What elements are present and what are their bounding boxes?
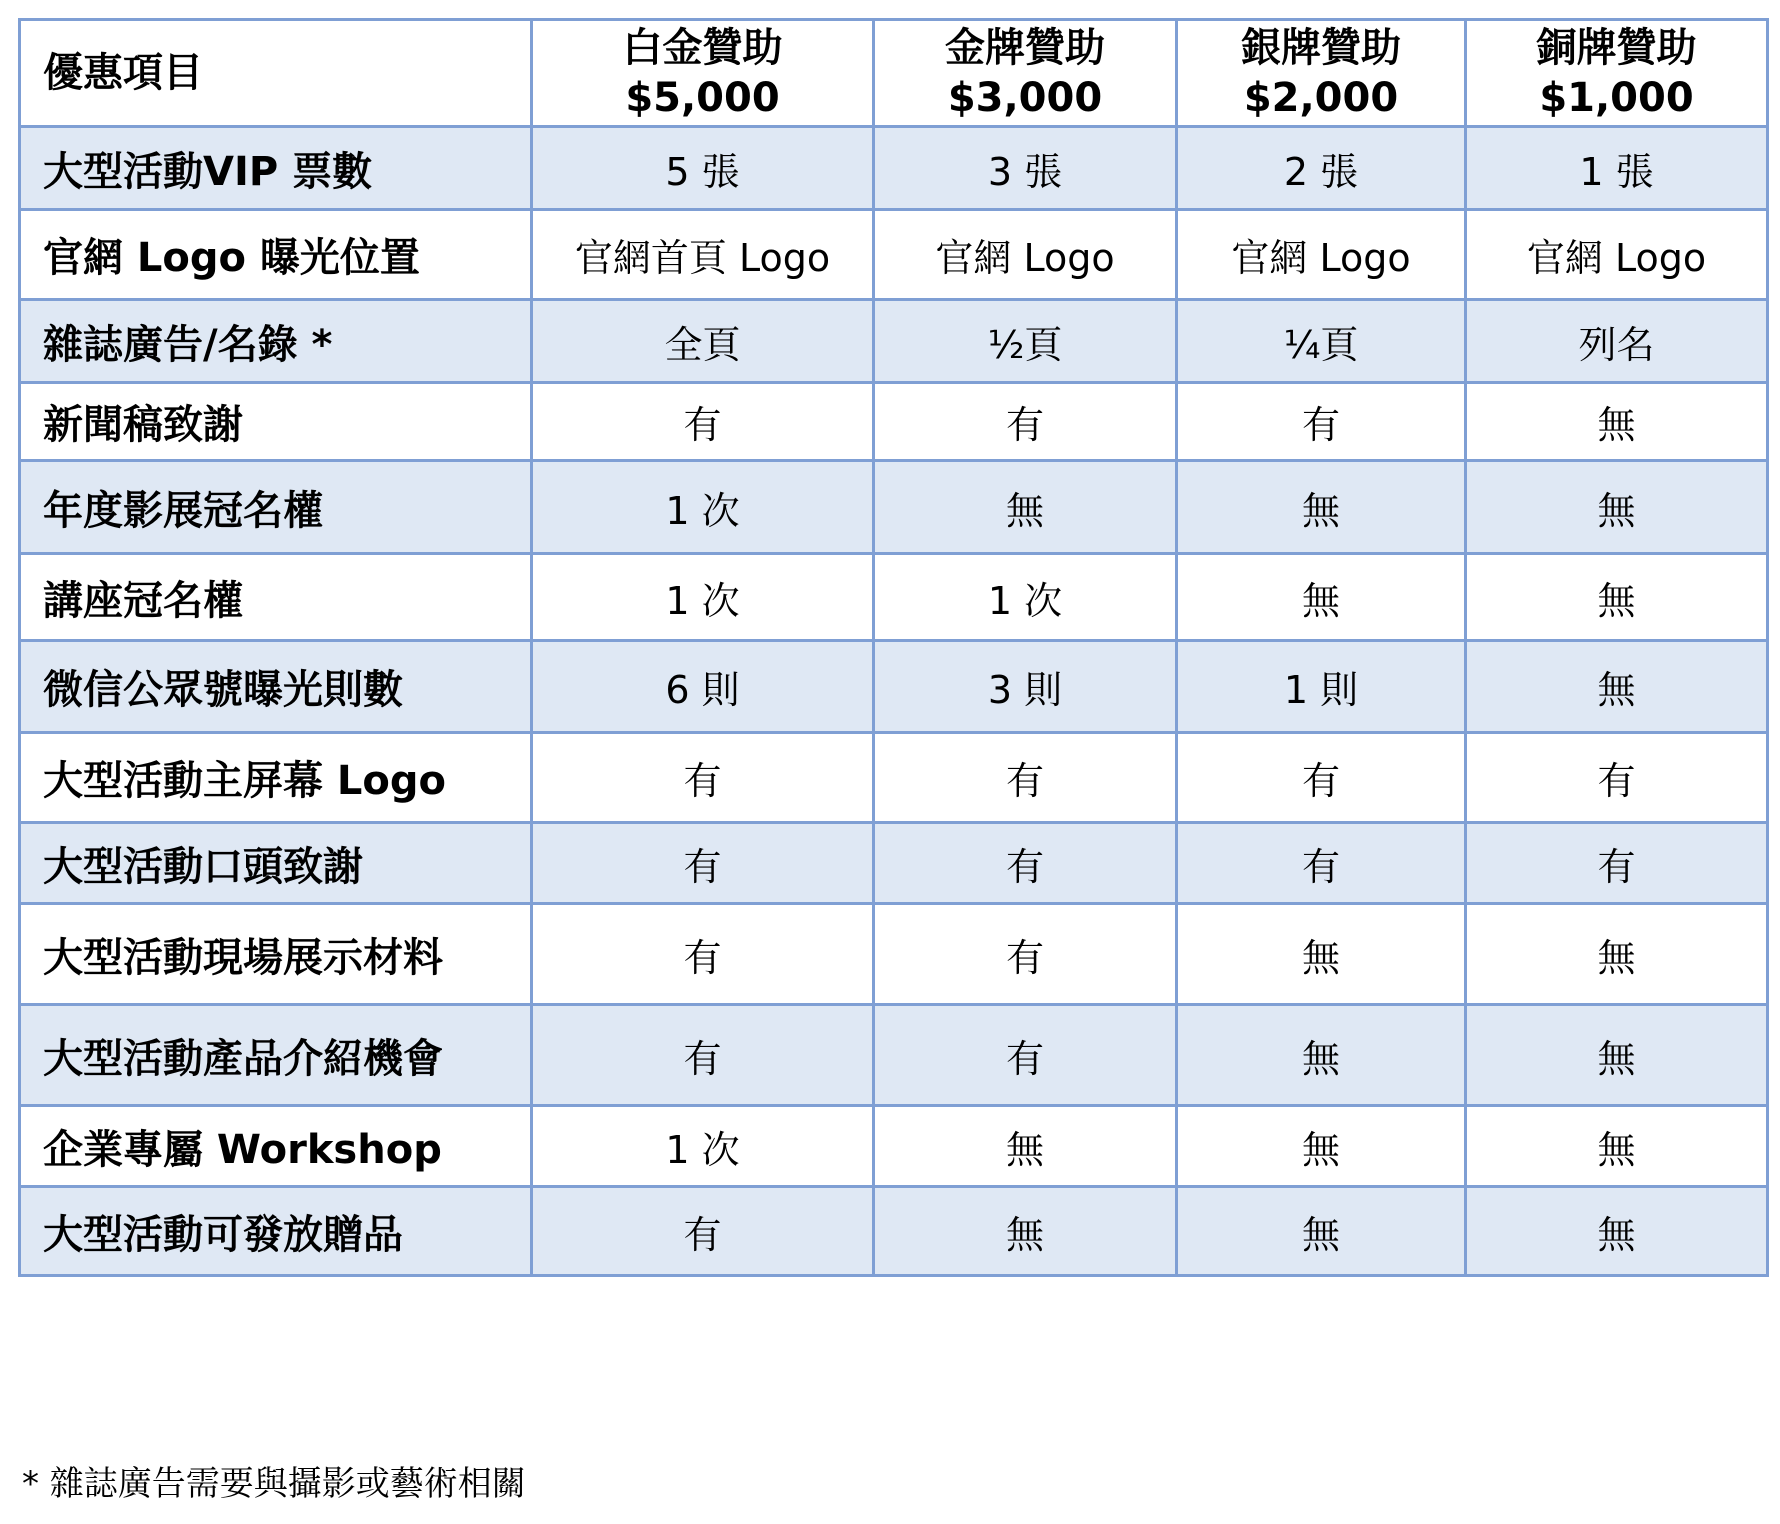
cell-bronze: 無 (1466, 1187, 1768, 1276)
cell-silver: 1 則 (1177, 641, 1466, 733)
cell-platinum: 6 則 (532, 641, 874, 733)
cell-silver: 無 (1177, 1187, 1466, 1276)
cell-platinum: 1 次 (532, 1106, 874, 1187)
row-label: 大型活動主屏幕 Logo (20, 733, 532, 823)
tier-price: $1,000 (1539, 75, 1694, 121)
table-row (20, 383, 1768, 461)
cell-silver: 無 (1177, 1106, 1466, 1187)
cell-gold: 1 次 (874, 554, 1177, 641)
cell-bronze: 無 (1466, 641, 1768, 733)
cell-silver: 有 (1177, 383, 1466, 461)
tier-name: 銅牌贊助 (1536, 25, 1697, 71)
cell-bronze: 有 (1466, 823, 1768, 904)
row-label: 大型活動產品介紹機會 (20, 1005, 532, 1106)
tier-price: $3,000 (947, 75, 1103, 121)
table-row (20, 210, 1768, 300)
cell-gold: 有 (874, 383, 1177, 461)
row-label: 大型活動VIP 票數 (20, 127, 532, 210)
table-row (20, 1187, 1768, 1276)
table-row (20, 823, 1768, 904)
cell-silver: 有 (1177, 823, 1466, 904)
cell-gold: 有 (874, 904, 1177, 1005)
cell-bronze: 無 (1466, 1005, 1768, 1106)
cell-silver: 官網 Logo (1177, 210, 1466, 300)
row-label: 大型活動可發放贈品 (20, 1187, 532, 1276)
row-label: 講座冠名權 (20, 554, 532, 641)
row-label: 企業專屬 Workshop (20, 1106, 532, 1187)
table-row (20, 300, 1768, 383)
header-tier-platinum (532, 20, 874, 127)
cell-gold: 官網 Logo (874, 210, 1177, 300)
cell-platinum: 有 (532, 904, 874, 1005)
row-label: 微信公眾號曝光則數 (20, 641, 532, 733)
cell-silver: 無 (1177, 554, 1466, 641)
cell-gold: 無 (874, 461, 1177, 554)
cell-platinum: 有 (532, 733, 874, 823)
cell-platinum: 有 (532, 1187, 874, 1276)
cell-bronze: 無 (1466, 383, 1768, 461)
tier-price: $5,000 (625, 75, 780, 121)
table-row (20, 904, 1768, 1005)
cell-gold: 無 (874, 1187, 1177, 1276)
tier-name: 銀牌贊助 (1241, 25, 1401, 71)
row-label: 大型活動口頭致謝 (20, 823, 532, 904)
row-label: 新聞稿致謝 (20, 383, 532, 461)
cell-platinum: 5 張 (532, 127, 874, 210)
cell-bronze: 無 (1466, 1106, 1768, 1187)
cell-bronze: 官網 Logo (1466, 210, 1768, 300)
cell-bronze: 列名 (1466, 300, 1768, 383)
row-label: 官網 Logo 曝光位置 (20, 210, 532, 300)
table-row (20, 554, 1768, 641)
cell-platinum: 官網首頁 Logo (532, 210, 874, 300)
cell-silver: 有 (1177, 733, 1466, 823)
cell-bronze: 無 (1466, 554, 1768, 641)
header-tier-bronze (1466, 20, 1768, 127)
table-row (20, 127, 1768, 210)
cell-gold: 無 (874, 1106, 1177, 1187)
header-tier-silver (1177, 20, 1466, 127)
cell-platinum: 有 (532, 1005, 874, 1106)
cell-platinum: 1 次 (532, 461, 874, 554)
tier-name: 金牌贊助 (945, 25, 1105, 71)
cell-silver: 無 (1177, 904, 1466, 1005)
sponsorship-benefits-table (18, 18, 1769, 1277)
row-label: 年度影展冠名權 (20, 461, 532, 554)
cell-gold: 有 (874, 823, 1177, 904)
tier-name: 白金贊助 (622, 25, 783, 71)
cell-silver: 無 (1177, 461, 1466, 554)
cell-bronze: 有 (1466, 733, 1768, 823)
cell-silver: 無 (1177, 1005, 1466, 1106)
table-row (20, 1005, 1768, 1106)
cell-silver: ¼頁 (1177, 300, 1466, 383)
cell-platinum: 1 次 (532, 554, 874, 641)
table-row (20, 733, 1768, 823)
cell-gold: 3 張 (874, 127, 1177, 210)
cell-platinum: 有 (532, 823, 874, 904)
cell-bronze: 1 張 (1466, 127, 1768, 210)
cell-bronze: 無 (1466, 904, 1768, 1005)
cell-gold: 有 (874, 733, 1177, 823)
cell-silver: 2 張 (1177, 127, 1466, 210)
cell-gold: 有 (874, 1005, 1177, 1106)
cell-gold: ½頁 (874, 300, 1177, 383)
header-tier-gold (874, 20, 1177, 127)
row-label: 雜誌廣告/名錄 * (20, 300, 532, 383)
cell-gold: 3 則 (874, 641, 1177, 733)
header-benefit-item: 優惠項目 (20, 20, 532, 127)
row-label: 大型活動現場展示材料 (20, 904, 532, 1005)
cell-platinum: 全頁 (532, 300, 874, 383)
header-row (20, 20, 1768, 127)
table-row (20, 641, 1768, 733)
cell-bronze: 無 (1466, 461, 1768, 554)
table-row (20, 461, 1768, 554)
table-row (20, 1106, 1768, 1187)
footnote: * 雜誌廣告需要與攝影或藝術相關 (22, 1464, 526, 1504)
tier-price: $2,000 (1243, 75, 1399, 121)
cell-platinum: 有 (532, 383, 874, 461)
